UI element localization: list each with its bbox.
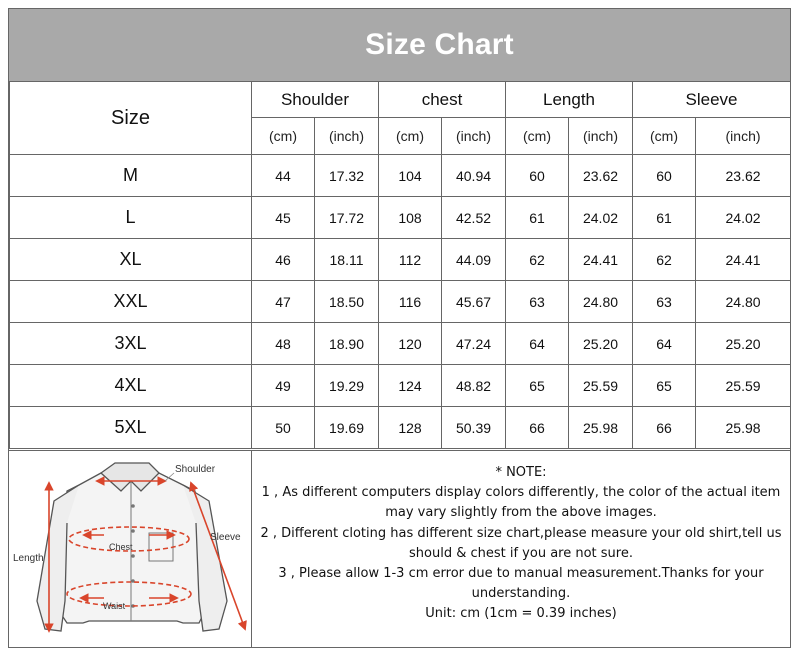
table-cell: 24.02	[696, 197, 791, 239]
table-cell: 65	[506, 365, 569, 407]
table-cell: 63	[506, 281, 569, 323]
table-cell: 19.69	[315, 407, 379, 449]
table-cell: 44	[252, 155, 315, 197]
shirt-diagram-svg	[9, 451, 251, 648]
table-cell: 61	[633, 197, 696, 239]
table-row	[10, 239, 791, 281]
table-cell: 49	[252, 365, 315, 407]
chest-header: chest	[379, 82, 506, 118]
table-cell: 24.80	[569, 281, 633, 323]
waist-label: Waist	[103, 601, 126, 611]
table-cell: 18.11	[315, 239, 379, 281]
table-cell: 24.41	[696, 239, 791, 281]
table-row	[10, 323, 791, 365]
table-cell: 120	[379, 323, 442, 365]
table-cell: 25.59	[696, 365, 791, 407]
title-bar	[9, 9, 790, 82]
table-cell: 45.67	[442, 281, 506, 323]
table-cell: 60	[633, 155, 696, 197]
sleeve-header: Sleeve	[633, 82, 791, 118]
bottom-section	[9, 450, 790, 649]
size-cell: 4XL	[10, 365, 252, 407]
unit-header: (cm)	[506, 118, 569, 155]
table-cell: 65	[633, 365, 696, 407]
table-cell: 48	[252, 323, 315, 365]
page-title: Size Chart	[365, 28, 514, 61]
table-cell: 112	[379, 239, 442, 281]
note-line: should & chest if you are not sure.	[409, 545, 633, 561]
size-column-header: Size	[10, 82, 252, 155]
table-cell: 48.82	[442, 365, 506, 407]
size-chart-frame	[8, 8, 791, 648]
unit-header: (inch)	[442, 118, 506, 155]
table-cell: 62	[633, 239, 696, 281]
chest-label: Chest	[109, 542, 133, 552]
table-cell: 18.90	[315, 323, 379, 365]
table-row	[10, 365, 791, 407]
note-line: understanding.	[471, 586, 571, 602]
table-cell: 50.39	[442, 407, 506, 449]
size-cell: L	[10, 197, 252, 239]
table-cell: 24.02	[569, 197, 633, 239]
table-cell: 24.80	[696, 281, 791, 323]
unit-header: (cm)	[379, 118, 442, 155]
table-cell: 17.32	[315, 155, 379, 197]
table-cell: 25.98	[696, 407, 791, 449]
size-cell: XL	[10, 239, 252, 281]
table-cell: 64	[506, 323, 569, 365]
note-line: 3 , Please allow 1-3 cm error due to manual measurement.Thanks for your	[278, 566, 764, 582]
size-cell: XXL	[10, 281, 252, 323]
table-cell: 66	[633, 407, 696, 449]
shirt-measurement-diagram	[9, 451, 252, 648]
note-line: may vary slightly from the above images.	[385, 505, 657, 521]
table-cell: 23.62	[569, 155, 633, 197]
length-header: Length	[506, 82, 633, 118]
size-cell: M	[10, 155, 252, 197]
table-cell: 66	[506, 407, 569, 449]
table-cell: 46	[252, 239, 315, 281]
table-row	[10, 281, 791, 323]
table-cell: 50	[252, 407, 315, 449]
table-row	[10, 155, 791, 197]
group-header-row	[10, 82, 791, 118]
table-cell: 60	[506, 155, 569, 197]
table-cell: 17.72	[315, 197, 379, 239]
table-cell: 19.29	[315, 365, 379, 407]
unit-header: (inch)	[315, 118, 379, 155]
shoulder-label: Shoulder	[175, 464, 216, 475]
unit-header: (cm)	[252, 118, 315, 155]
note-heading: * NOTE:	[495, 465, 547, 480]
table-cell: 47	[252, 281, 315, 323]
notes-panel	[252, 451, 790, 648]
table-cell: 44.09	[442, 239, 506, 281]
unit-header: (inch)	[696, 118, 791, 155]
table-cell: 25.98	[569, 407, 633, 449]
table-cell: 45	[252, 197, 315, 239]
table-cell: 62	[506, 239, 569, 281]
table-cell: 108	[379, 197, 442, 239]
sleeve-label: Sleeve	[210, 532, 241, 543]
shoulder-header: Shoulder	[252, 82, 379, 118]
table-cell: 116	[379, 281, 442, 323]
table-cell: 63	[633, 281, 696, 323]
table-cell: 40.94	[442, 155, 506, 197]
table-cell: 124	[379, 365, 442, 407]
table-cell: 25.59	[569, 365, 633, 407]
table-row	[10, 407, 791, 449]
size-cell: 3XL	[10, 323, 252, 365]
table-cell: 23.62	[696, 155, 791, 197]
table-row	[10, 197, 791, 239]
table-cell: 104	[379, 155, 442, 197]
table-cell: 47.24	[442, 323, 506, 365]
unit-conversion-note: Unit: cm (1cm = 0.39 inches)	[425, 606, 617, 622]
table-cell: 64	[633, 323, 696, 365]
table-cell: 25.20	[696, 323, 791, 365]
table-cell: 24.41	[569, 239, 633, 281]
note-line: 2 , Different cloting has different size chart,please measure your old shirt,tell us	[260, 525, 782, 541]
table-cell: 128	[379, 407, 442, 449]
unit-header: (inch)	[569, 118, 633, 155]
size-cell: 5XL	[10, 407, 252, 449]
table-cell: 25.20	[569, 323, 633, 365]
note-line: 1 , As different computers display colors differently, the color of the actual item	[261, 485, 781, 501]
table-cell: 61	[506, 197, 569, 239]
table-cell: 18.50	[315, 281, 379, 323]
size-table	[9, 81, 791, 449]
unit-header: (cm)	[633, 118, 696, 155]
table-cell: 42.52	[442, 197, 506, 239]
length-label: Length	[13, 553, 44, 564]
